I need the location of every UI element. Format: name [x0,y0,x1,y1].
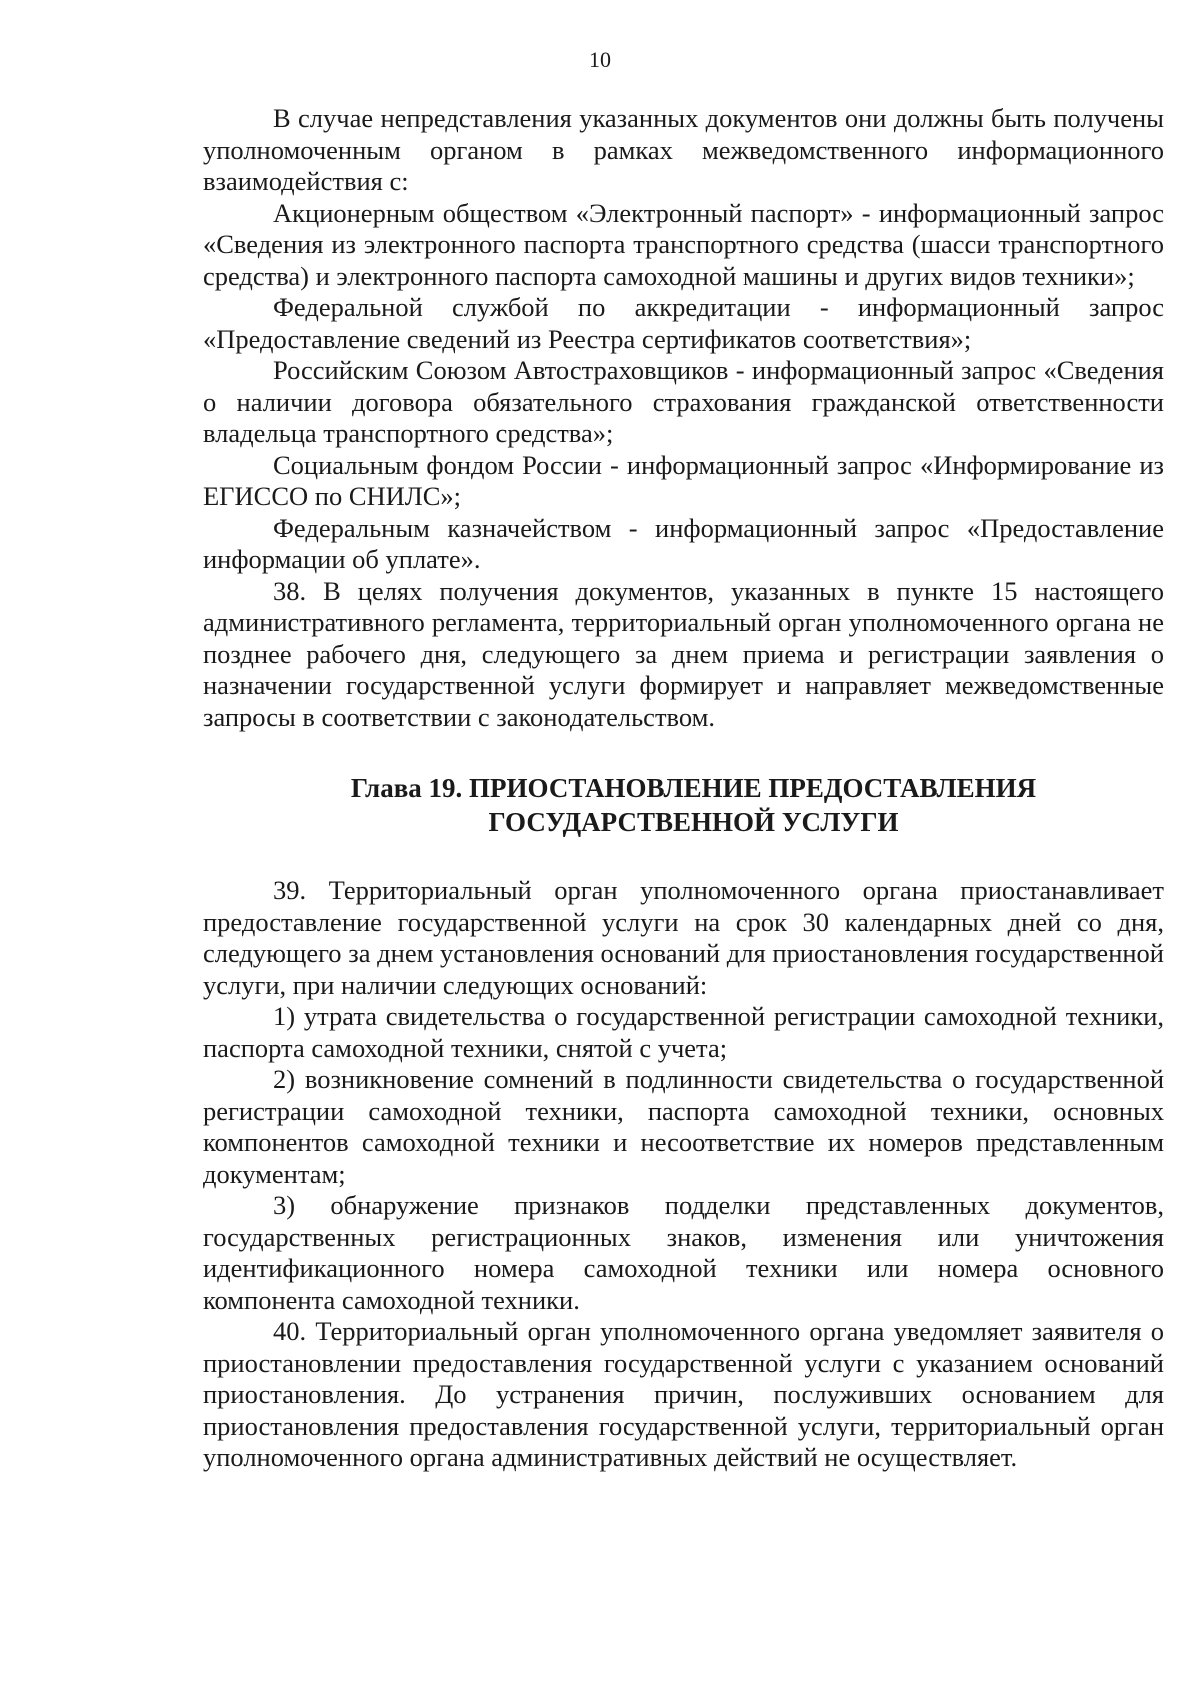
paragraph-social-fund-request: Социальным фондом России - информационный запрос «Информирование из ЕГИССО по СНИЛС»; [203,449,1164,511]
chapter-heading-line-2: ГОСУДАРСТВЕННОЙ УСЛУГИ [488,807,899,837]
paragraph-interagency-intro: В случае непредставления указанных документов они должны быть получены уполномоченным органом в рамках межведомственного информационного взаимодействия с: [203,103,1164,196]
page-number: 10 [589,47,611,72]
paragraph-item-38: 38. В целях получения документов, указанных в пункте 15 настоящего административного регламента, территориальный орган уполномоченного органа не позднее рабочего дня, следующего за днем приема и регистрации заявления о назначении государственной услуги формирует и направляет межведомственные запросы в соответствии с законодательством. [203,575,1164,732]
paragraph-insurers-request: Российским Союзом Автостраховщиков - информационный запрос «Сведения о наличии договора обязательного страхования гражданской ответственности владельца транспортного средства»; [203,355,1164,448]
chapter-heading-line-1: Глава 19. ПРИОСТАНОВЛЕНИЕ ПРЕДОСТАВЛЕНИЯ [350,773,1037,803]
paragraph-item-39: 39. Территориальный орган уполномоченного органа приостанавливает предоставление государственной услуги на срок 30 календарных дней со дня, следующего за днем установления оснований для приостановления государственной услуги, при наличии следующих оснований: [203,875,1164,1000]
document-body [203,103,1164,1474]
paragraph-item-40: 40. Территориальный орган уполномоченного органа уведомляет заявителя о приостановлении предоставления государственной услуги с указанием оснований приостановления. До устранения причин, послуживших основанием для приостановления предоставления государственной услуги, территориальный орган уполномоченного органа административных действий не осуществляет. [203,1316,1164,1472]
chapter-heading [203,771,1164,839]
paragraph-electronic-passport-request: Акционерным обществом «Электронный паспорт» - информационный запрос «Сведения из электронного паспорта транспортного средства (шасси транспортного средства) и электронного паспорта самоходной машины и других видов техники»; [203,197,1164,291]
paragraph-accreditation-request: Федеральной службой по аккредитации - информационный запрос «Предоставление сведений из Реестра сертификатов соответствия»; [203,292,1164,354]
paragraph-ground-2: 2) возникновение сомнений в подлинности свидетельства о государственной регистрации самоходной техники, паспорта самоходной техники, основных компонентов самоходной техники и несоответствие их номеров представленным документам; [203,1064,1164,1189]
paragraph-treasury-request: Федеральным казначейством - информационный запрос «Предоставление информации об уплате». [203,512,1164,574]
paragraph-ground-1: 1) утрата свидетельства о государственной регистрации самоходной техники, паспорта самоходной техники, снятой с учета; [203,1001,1164,1063]
paragraph-ground-3: 3) обнаружение признаков подделки представленных документов, государственных регистрационных знаков, изменения или уничтожения идентификационного номера самоходной техники или номера основного компонента самоходной техники. [203,1190,1164,1315]
